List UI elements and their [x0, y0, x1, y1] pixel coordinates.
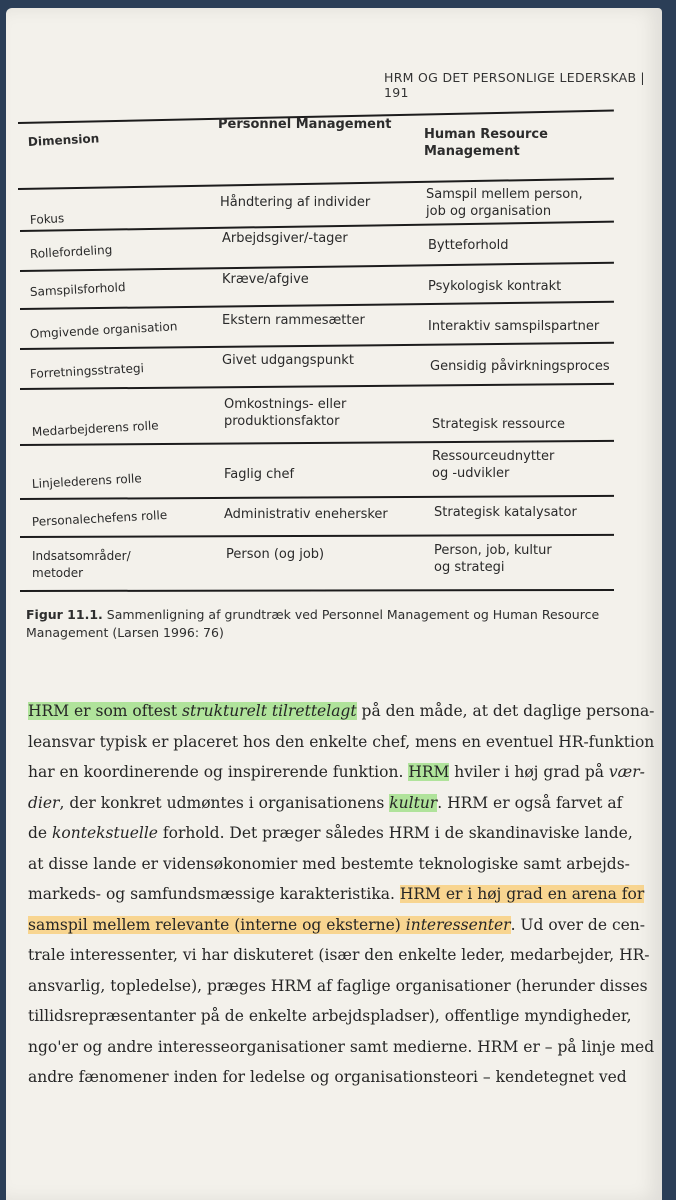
table-cell-hrm-line1: Person, job, kultur [434, 543, 552, 558]
table-cell-pm: Arbejdsgiver/-tager [222, 231, 348, 246]
caption-line1: Sammenligning af grundtræk ved Personnel Management og Human Resource [102, 607, 600, 622]
table-cell-dimension: Samspilsforhold [29, 280, 126, 299]
table-cell-dimension: Linjelederens rolle [31, 471, 143, 491]
table-cell-hrm: Strategisk katalysator [434, 505, 577, 520]
text-span-italic: vær- [608, 763, 645, 781]
column-header-dimension: Dimension [27, 131, 100, 149]
text-span: samspil mellem relevante (interne og eksterne) [28, 915, 406, 934]
text-line: andre fænomener inden for ledelse og organisationsteori – kendetegnet ved [28, 1068, 627, 1086]
page-number: 191 [384, 85, 409, 100]
table-cell-pm: Ekstern rammesætter [222, 313, 365, 328]
table-cell-dimension: Medarbejderens rolle [31, 418, 159, 439]
text-line [28, 818, 646, 849]
table-cell-hrm [432, 448, 554, 482]
text-line: tillidsrepræsentanter på de enkelte arbejdspladser), offentlige myndigheder, [28, 1007, 632, 1025]
row-rule [20, 440, 614, 446]
table-cell-hrm: Gensidig påvirkningsproces [430, 359, 610, 374]
highlight-orange: HRM er i høj grad en arena for [399, 885, 645, 903]
table-cell-hrm-line2: job og organisation [426, 204, 552, 219]
row-rule [20, 534, 614, 538]
table-cell-dimension: Fokus [29, 211, 65, 227]
text-span: HRM er som oftest [28, 702, 182, 720]
row-rule [20, 301, 614, 310]
table-cell-pm: Kræve/afgive [222, 272, 309, 287]
highlight-green [28, 702, 357, 720]
text-span: de [28, 824, 53, 842]
text-span: , der konkret udmøntes i organisationens [59, 793, 390, 812]
running-header: HRM OG DET PERSONLIGE LEDERSKAB |191 [384, 70, 645, 100]
text-span-italic: dier [28, 793, 60, 812]
table-cell-pm-line1: Omkostnings- eller [224, 397, 347, 412]
row-rule [20, 262, 614, 272]
text-line: trale interessenter, vi har diskuteret (især den enkelte leder, medarbejder, HR- [28, 946, 650, 964]
running-title: HRM OG DET PERSONLIGE LEDERSKAB [384, 70, 637, 85]
text-span: forhold. Det præger således HRM i de skandinaviske lande, [157, 824, 633, 842]
table-cell-dimension-line2: metoder [32, 566, 84, 580]
table-cell-dimension: Forretningsstrategi [29, 361, 145, 381]
column-header-hrm-line1: Human Resource [424, 127, 548, 142]
table-cell-dimension: Personalechefens rolle [31, 507, 168, 529]
table-cell-pm: Faglig chef [224, 467, 295, 482]
body-paragraph [28, 696, 655, 1093]
text-span-italic: interessenter [405, 915, 511, 934]
text-span: har en koordinerende og inspirerende funktion. [28, 763, 409, 781]
highlight-green: HRM [408, 763, 450, 781]
table-cell-dimension-line1: Indsatsområder/ [32, 549, 131, 563]
row-rule [20, 495, 614, 500]
table-cell-dimension: Omgivende organisation [29, 319, 178, 341]
table-cell-pm [224, 396, 346, 430]
table-cell-pm-line2: produktionsfaktor [224, 414, 340, 429]
table-cell-pm: Givet udgangspunkt [222, 353, 354, 368]
text-span-italic: strukturelt tilrettelagt [182, 702, 357, 720]
row-rule [20, 383, 614, 390]
table-cell-hrm [434, 542, 552, 576]
text-line: ansvarlig, topledelse), præges HRM af faglige organisationer (herunder disses [28, 976, 648, 995]
text-line [28, 910, 646, 941]
table-cell-hrm: Psykologisk kontrakt [428, 279, 562, 294]
table-cell-dimension: Rollefordeling [29, 242, 113, 261]
text-span: hviler i høj grad på [449, 763, 609, 781]
table-cell-hrm: Interaktiv samspilspartner [428, 319, 600, 334]
table-cell-hrm: Bytteforhold [428, 238, 509, 253]
column-header-pm: Personnel Management [218, 117, 392, 132]
table-cell-hrm-line1: Samspil mellem person, [426, 187, 583, 202]
table-cell-pm: Person (og job) [226, 547, 325, 562]
column-header-hrm [424, 126, 548, 160]
table-cell-hrm-line2: og strategi [434, 560, 505, 575]
figure-label: Figur 11.1. [26, 607, 103, 622]
text-line [28, 757, 646, 788]
text-span-italic: kontekstuelle [52, 824, 158, 842]
table-cell-hrm: Strategisk ressource [432, 417, 566, 432]
table-cell-hrm-line2: og -udvikler [432, 466, 510, 481]
table-bottom-rule [20, 589, 614, 592]
table-cell-hrm [426, 186, 583, 220]
text-span: . Ud over de cen- [510, 915, 646, 934]
highlight-orange [28, 916, 511, 934]
table-cell-dimension [32, 548, 131, 582]
text-line: at disse lande er vidensøkonomier med bestemte teknologiske samt arbejds- [28, 854, 630, 873]
text-span: på den måde, at det daglige persona- [356, 702, 655, 720]
book-page [6, 8, 662, 1200]
caption-line2: Management (Larsen 1996: 76) [26, 625, 224, 640]
highlight-green: kultur [389, 793, 438, 812]
text-line: ngo'er og andre interesseorganisationer samt medierne. HRM er – på linje med [28, 1037, 655, 1056]
column-header-hrm-line2: Management [424, 144, 520, 159]
text-line [28, 788, 646, 819]
text-span: . HRM er også farvet af [437, 793, 623, 812]
table-cell-hrm-line1: Ressourceudnytter [432, 449, 555, 464]
table-cell-pm: Håndtering af individer [220, 195, 371, 210]
text-line [28, 879, 646, 910]
figure-caption [26, 606, 646, 642]
table-cell-pm: Administrativ enehersker [224, 507, 388, 522]
row-rule [20, 342, 614, 350]
text-line [28, 696, 655, 727]
text-span: markeds- og samfundsmæssige karakteristika. [28, 885, 400, 903]
text-line: leansvar typisk er placeret hos den enkelte chef, mens en eventuel HR-funktion [28, 732, 655, 751]
